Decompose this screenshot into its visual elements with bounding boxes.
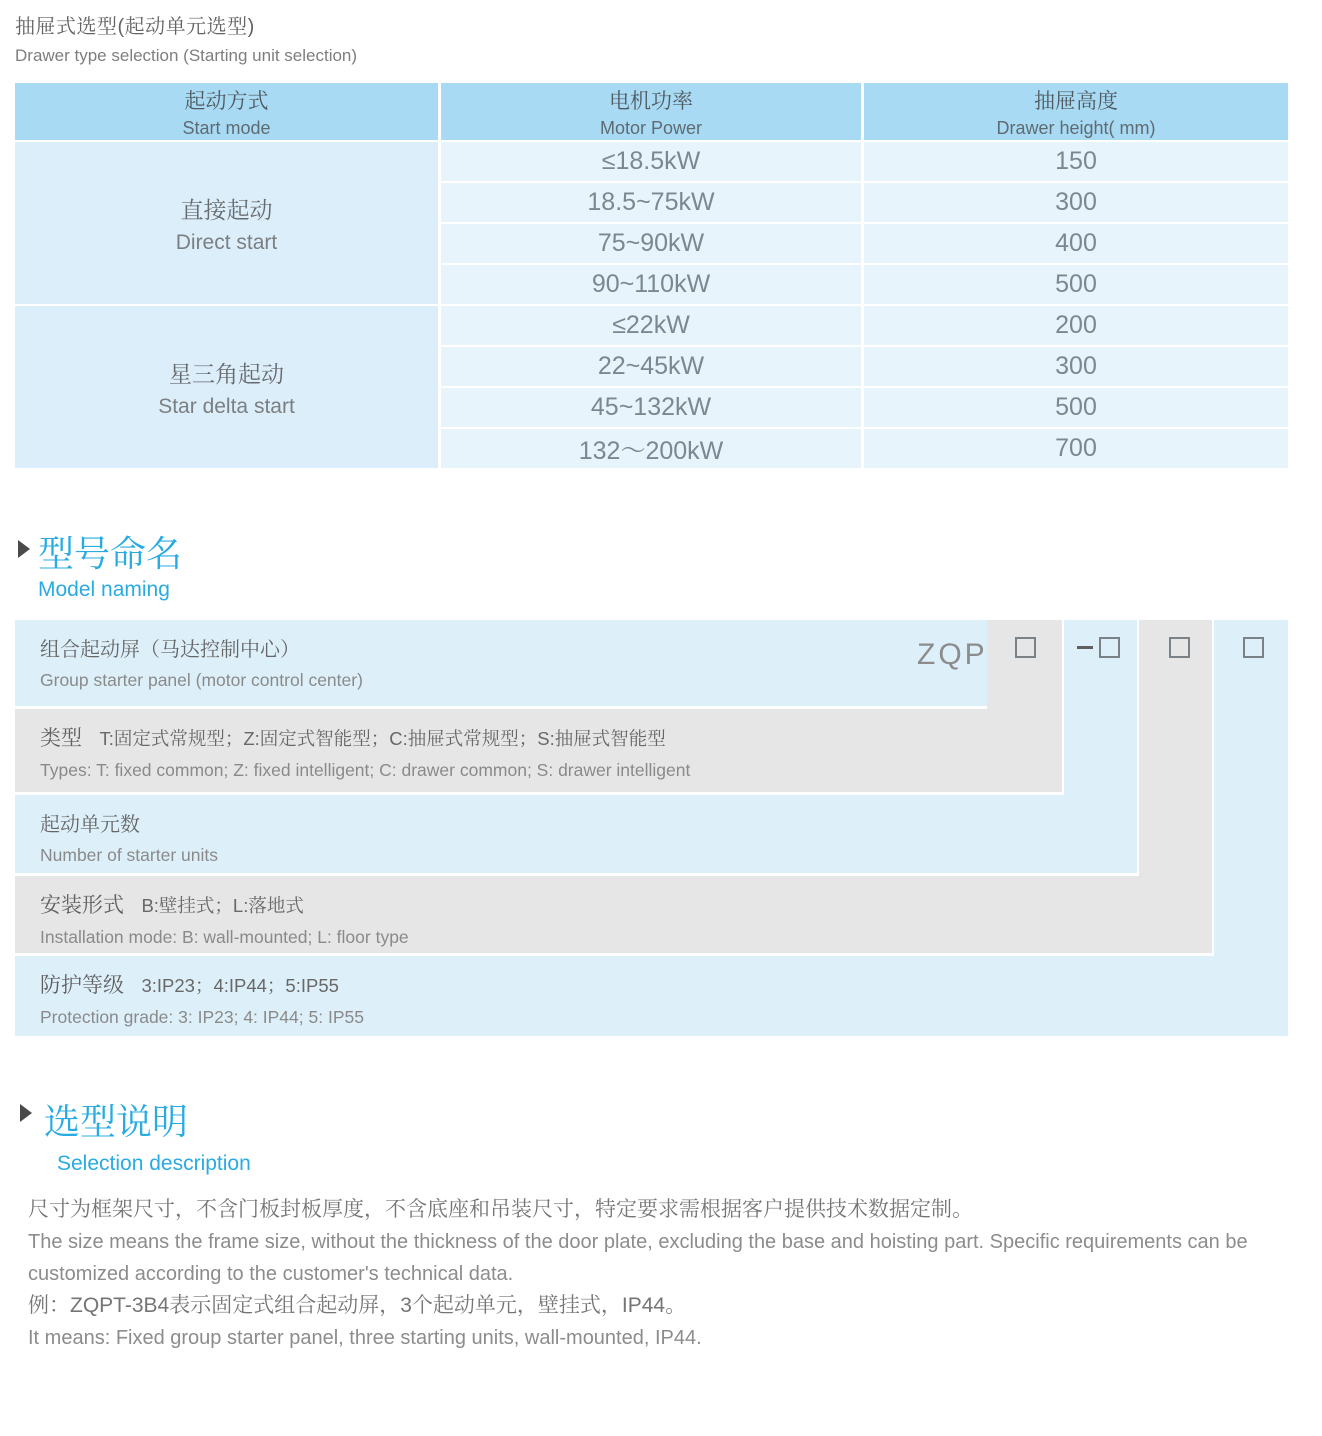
triangle-bullet-icon bbox=[18, 540, 30, 558]
table-cell-height: 700 bbox=[864, 429, 1288, 468]
naming-row4-label: 安装形式 bbox=[40, 894, 124, 917]
table-cell-power: 22~45kW bbox=[441, 347, 861, 386]
naming-row5-detail: 3:IP23；4:IP44；5:IP55 bbox=[141, 975, 339, 996]
naming-row5-label: 防护等级 bbox=[40, 974, 124, 997]
direct-start-en: Direct start bbox=[175, 230, 278, 254]
table-cell-power: 75~90kW bbox=[441, 224, 861, 263]
header-drawer-height-en: Drawer height( mm) bbox=[996, 117, 1156, 138]
direct-start-zh: 直接起动 bbox=[180, 196, 273, 223]
code-column-installation bbox=[1139, 620, 1212, 953]
desc-example-en: It means: Fixed group starter panel, three starting units, wall-mounted, IP44. bbox=[28, 1327, 702, 1349]
naming-row5-en: Protection grade: 3: IP23; 4: IP44; 5: IP55 bbox=[40, 1007, 364, 1027]
header-drawer-height-zh: 抽屉高度 bbox=[1034, 89, 1118, 113]
code-column-protection bbox=[1214, 620, 1288, 1036]
model-code-dash bbox=[1077, 646, 1093, 649]
naming-row-starter-units bbox=[15, 795, 1137, 873]
naming-row4-en: Installation mode: B: wall-mounted; L: floor type bbox=[40, 927, 409, 947]
drawer-selection-table bbox=[15, 83, 1288, 468]
header-start-mode-zh: 起动方式 bbox=[184, 89, 269, 113]
star-delta-zh: 星三角起动 bbox=[169, 360, 284, 387]
naming-row1-en: Group starter panel (motor control center) bbox=[40, 670, 363, 690]
model-code-box-units bbox=[1099, 637, 1120, 658]
table-cell-power: ≤22kW bbox=[441, 306, 861, 345]
section-heading-model-naming-zh: 型号命名 bbox=[38, 533, 183, 574]
section-heading-selection-desc-zh: 选型说明 bbox=[44, 1101, 189, 1142]
table-cell-height: 500 bbox=[864, 265, 1288, 304]
table-cell-height: 400 bbox=[864, 224, 1288, 263]
table-cell-height: 200 bbox=[864, 306, 1288, 345]
page-title-zh: 抽屉式选型(起动单元选型) bbox=[15, 16, 255, 38]
naming-row2-en: Types: T: fixed common; Z: fixed intelligent; C: drawer common; S: drawer intelligent bbox=[40, 760, 691, 780]
section-heading-model-naming-en: Model naming bbox=[38, 578, 170, 601]
table-cell-height: 150 bbox=[864, 142, 1288, 181]
naming-row-types bbox=[15, 709, 1062, 792]
desc-paragraph-en: The size means the frame size, without the thickness of the door plate, excluding the base and hoisting part. Specific requirements can be customized according to the customer's technical data. bbox=[28, 1231, 1248, 1285]
model-code-prefix: ZQP bbox=[917, 638, 988, 671]
star-delta-en: Star delta start bbox=[158, 394, 295, 418]
table-cell-power: 132～200kW bbox=[441, 429, 861, 468]
naming-row4-detail: B:壁挂式；L:落地式 bbox=[141, 895, 304, 916]
table-cell-power: 18.5~75kW bbox=[441, 183, 861, 222]
header-motor-power-en: Motor Power bbox=[599, 117, 703, 138]
naming-row2-detail: T:固定式常规型；Z:固定式智能型；C:抽屉式常规型；S:抽屉式智能型 bbox=[99, 728, 666, 749]
table-cell-power: ≤18.5kW bbox=[441, 142, 861, 181]
column-header-start-mode bbox=[15, 83, 438, 140]
triangle-bullet-icon bbox=[20, 1104, 32, 1122]
model-code-box-protection bbox=[1243, 637, 1264, 658]
selection-description-body bbox=[28, 1194, 1290, 1354]
start-mode-cell-direct-start bbox=[15, 142, 438, 304]
naming-row1-zh: 组合起动屏（马达控制中心） bbox=[40, 639, 300, 661]
column-header-drawer-height bbox=[864, 83, 1288, 140]
table-cell-height: 300 bbox=[864, 183, 1288, 222]
page-title-en: Drawer type selection (Starting unit selection) bbox=[15, 46, 358, 65]
desc-paragraph-zh: 尺寸为框架尺寸，不含门板封板厚度，不含底座和吊装尺寸，特定要求需根据客户提供技术数据定制。 bbox=[28, 1198, 973, 1221]
model-code-box-type bbox=[1015, 637, 1036, 658]
naming-row-protection-grade bbox=[15, 956, 1288, 1036]
header-start-mode-en: Start mode bbox=[182, 117, 271, 138]
naming-row-group-starter-panel bbox=[15, 620, 987, 706]
naming-row-installation-mode bbox=[15, 876, 1212, 953]
naming-row3-zh: 起动单元数 bbox=[40, 814, 140, 836]
page-title bbox=[15, 10, 357, 66]
desc-example-zh: 例：ZQPT-3B4表示固定式组合起动屏，3个起动单元，壁挂式，IP44。 bbox=[28, 1294, 687, 1317]
table-cell-height: 500 bbox=[864, 388, 1288, 427]
model-code-box-installation bbox=[1169, 637, 1190, 658]
table-cell-power: 90~110kW bbox=[441, 265, 861, 304]
naming-row2-label: 类型 bbox=[40, 727, 82, 750]
table-cell-power: 45~132kW bbox=[441, 388, 861, 427]
start-mode-cell-star-delta bbox=[15, 306, 438, 468]
model-naming-diagram bbox=[15, 620, 1290, 1036]
header-motor-power-zh: 电机功率 bbox=[609, 89, 693, 113]
table-cell-height: 300 bbox=[864, 347, 1288, 386]
naming-row3-en: Number of starter units bbox=[40, 845, 218, 865]
section-heading-selection-desc-en: Selection description bbox=[57, 1152, 251, 1175]
column-header-motor-power bbox=[441, 83, 861, 140]
